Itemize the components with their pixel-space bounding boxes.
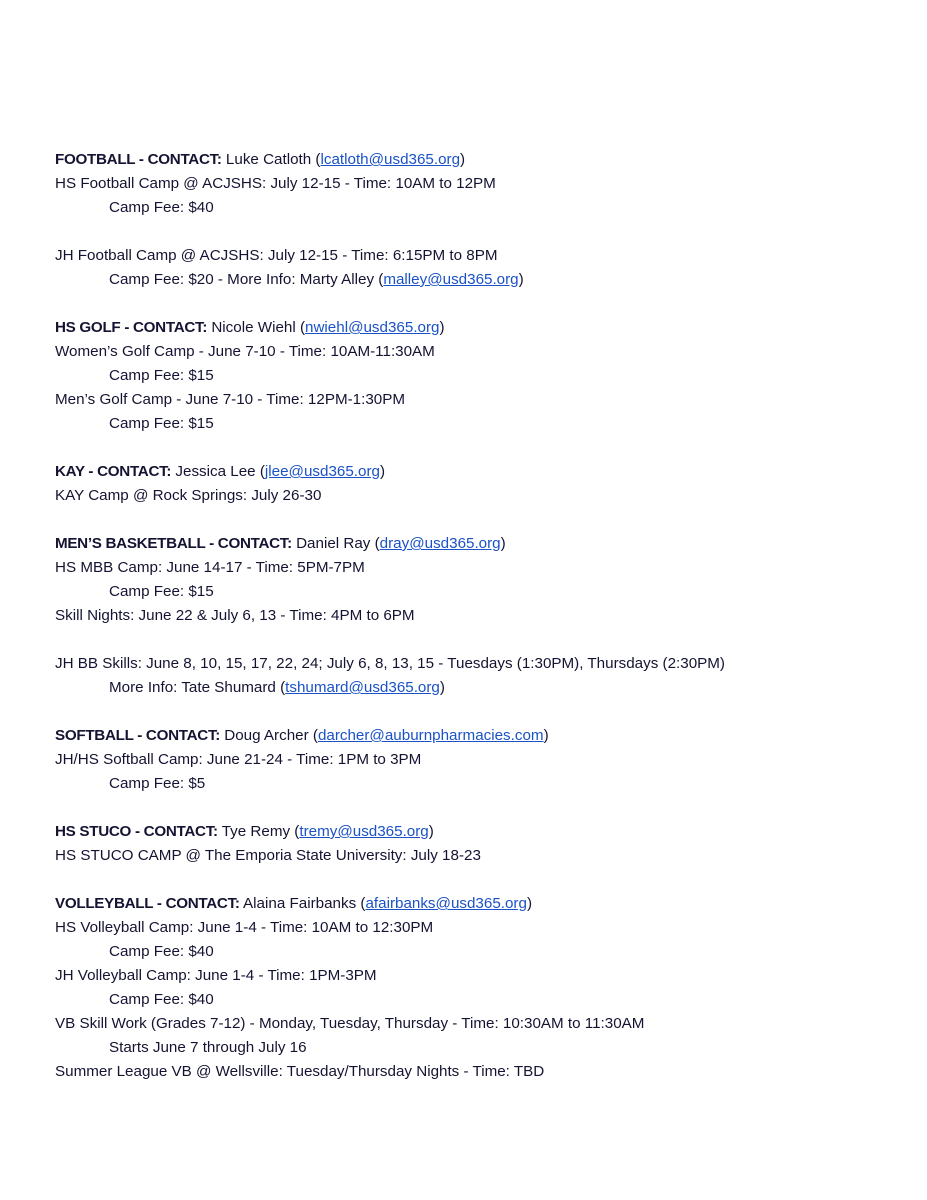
football-jh-fee: Camp Fee: $20 - More Info: Marty Alley [109, 271, 375, 288]
volleyball-header: VOLLEYBALL - CONTACT: [55, 895, 240, 912]
softball-fee: Camp Fee: $5 [109, 775, 206, 792]
golf-contact-line: HS GOLF - CONTACT: Nicole Wiehl (nwiehl@usd365.org) [55, 319, 445, 336]
football-header: FOOTBALL - CONTACT: [55, 151, 222, 168]
football-hs-fee: Camp Fee: $40 [109, 199, 214, 216]
softball-contact-line: SOFTBALL - CONTACT: Doug Archer (darcher@auburnpharmacies.com) [55, 727, 549, 744]
basketball-jh-email-link[interactable]: tshumard@usd365.org [285, 679, 440, 696]
softball-contact-name: Doug Archer [224, 727, 309, 744]
golf-mens-camp: Men’s Golf Camp - June 7-10 - Time: 12PM-1:30PM [55, 391, 406, 408]
basketball-header: MEN’S BASKETBALL - CONTACT: [55, 535, 292, 552]
volleyball-summer-league: Summer League VB @ Wellsville: Tuesday/Thursday Nights - Time: TBD [55, 1063, 545, 1080]
golf-contact-name: Nicole Wiehl [211, 319, 296, 336]
basketball-jh-info-line: More Info: Tate Shumard (tshumard@usd365.org) [109, 679, 445, 696]
golf-womens-camp: Women’s Golf Camp - June 7-10 - Time: 10AM-11:30AM [55, 343, 435, 360]
football-jh-email-link[interactable]: malley@usd365.org [383, 271, 519, 288]
basketball-hs-fee: Camp Fee: $15 [109, 583, 214, 600]
golf-email-link[interactable]: nwiehl@usd365.org [305, 319, 440, 336]
volleyball-jh-fee: Camp Fee: $40 [109, 991, 214, 1008]
kay-contact-name: Jessica Lee [175, 463, 256, 480]
volleyball-jh-camp: JH Volleyball Camp: June 1-4 - Time: 1PM-3PM [55, 967, 377, 984]
softball-camp: JH/HS Softball Camp: June 21-24 - Time: 1PM to 3PM [55, 751, 422, 768]
basketball-hs-camp: HS MBB Camp: June 14-17 - Time: 5PM-7PM [55, 559, 365, 576]
camp-list [55, 148, 915, 1084]
stuco-contact-name: Tye Remy [221, 823, 291, 840]
kay-email-link[interactable]: jlee@usd365.org [264, 463, 380, 480]
stuco-header: HS STUCO - CONTACT: [55, 823, 218, 840]
volleyball-skill-work: VB Skill Work (Grades 7-12) - Monday, Tuesday, Thursday - Time: 10:30AM to 11:30AM [55, 1015, 645, 1032]
volleyball-contact-line: VOLLEYBALL - CONTACT: Alaina Fairbanks (afairbanks@usd365.org) [55, 895, 533, 912]
golf-womens-fee: Camp Fee: $15 [109, 367, 214, 384]
stuco-camp: HS STUCO CAMP @ The Emporia State University: July 18-23 [55, 847, 481, 864]
football-email-link[interactable]: lcatloth@usd365.org [320, 151, 461, 168]
football-jh-fee-line: Camp Fee: $20 - More Info: Marty Alley (malley@usd365.org) [109, 271, 524, 288]
football-hs-camp: HS Football Camp @ ACJSHS: July 12-15 - Time: 10AM to 12PM [55, 175, 496, 192]
volleyball-hs-fee: Camp Fee: $40 [109, 943, 214, 960]
basketball-email-link[interactable]: dray@usd365.org [379, 535, 501, 552]
basketball-jh-info: More Info: Tate Shumard [109, 679, 276, 696]
kay-camp: KAY Camp @ Rock Springs: July 26-30 [55, 487, 322, 504]
basketball-skill-nights: Skill Nights: June 22 & July 6, 13 - Time: 4PM to 6PM [55, 607, 415, 624]
football-contact-line: FOOTBALL - CONTACT: Luke Catloth (lcatloth@usd365.org) [55, 151, 466, 168]
volleyball-skill-start: Starts June 7 through July 16 [109, 1039, 307, 1056]
football-jh-camp: JH Football Camp @ ACJSHS: July 12-15 - Time: 6:15PM to 8PM [55, 247, 498, 264]
softball-header: SOFTBALL - CONTACT: [55, 727, 220, 744]
kay-header: KAY - CONTACT: [55, 463, 172, 480]
basketball-contact-line: MEN’S BASKETBALL - CONTACT: Daniel Ray (dray@usd365.org) [55, 535, 506, 552]
volleyball-contact-name: Alaina Fairbanks [243, 895, 357, 912]
kay-contact-line: KAY - CONTACT: Jessica Lee (jlee@usd365.org) [55, 463, 386, 480]
stuco-email-link[interactable]: tremy@usd365.org [299, 823, 429, 840]
golf-mens-fee: Camp Fee: $15 [109, 415, 214, 432]
volleyball-email-link[interactable]: afairbanks@usd365.org [365, 895, 527, 912]
football-contact-name: Luke Catloth [225, 151, 312, 168]
stuco-contact-line: HS STUCO - CONTACT: Tye Remy (tremy@usd365.org) [55, 823, 434, 840]
basketball-contact-name: Daniel Ray [296, 535, 371, 552]
basketball-jh-skills: JH BB Skills: June 8, 10, 15, 17, 22, 24; July 6, 8, 13, 15 - Tuesdays (1:30PM), Thursdays (2:30PM) [55, 655, 725, 672]
volleyball-hs-camp: HS Volleyball Camp: June 1-4 - Time: 10AM to 12:30PM [55, 919, 434, 936]
golf-header: HS GOLF - CONTACT: [55, 319, 208, 336]
softball-email-link[interactable]: darcher@auburnpharmacies.com [317, 727, 544, 744]
